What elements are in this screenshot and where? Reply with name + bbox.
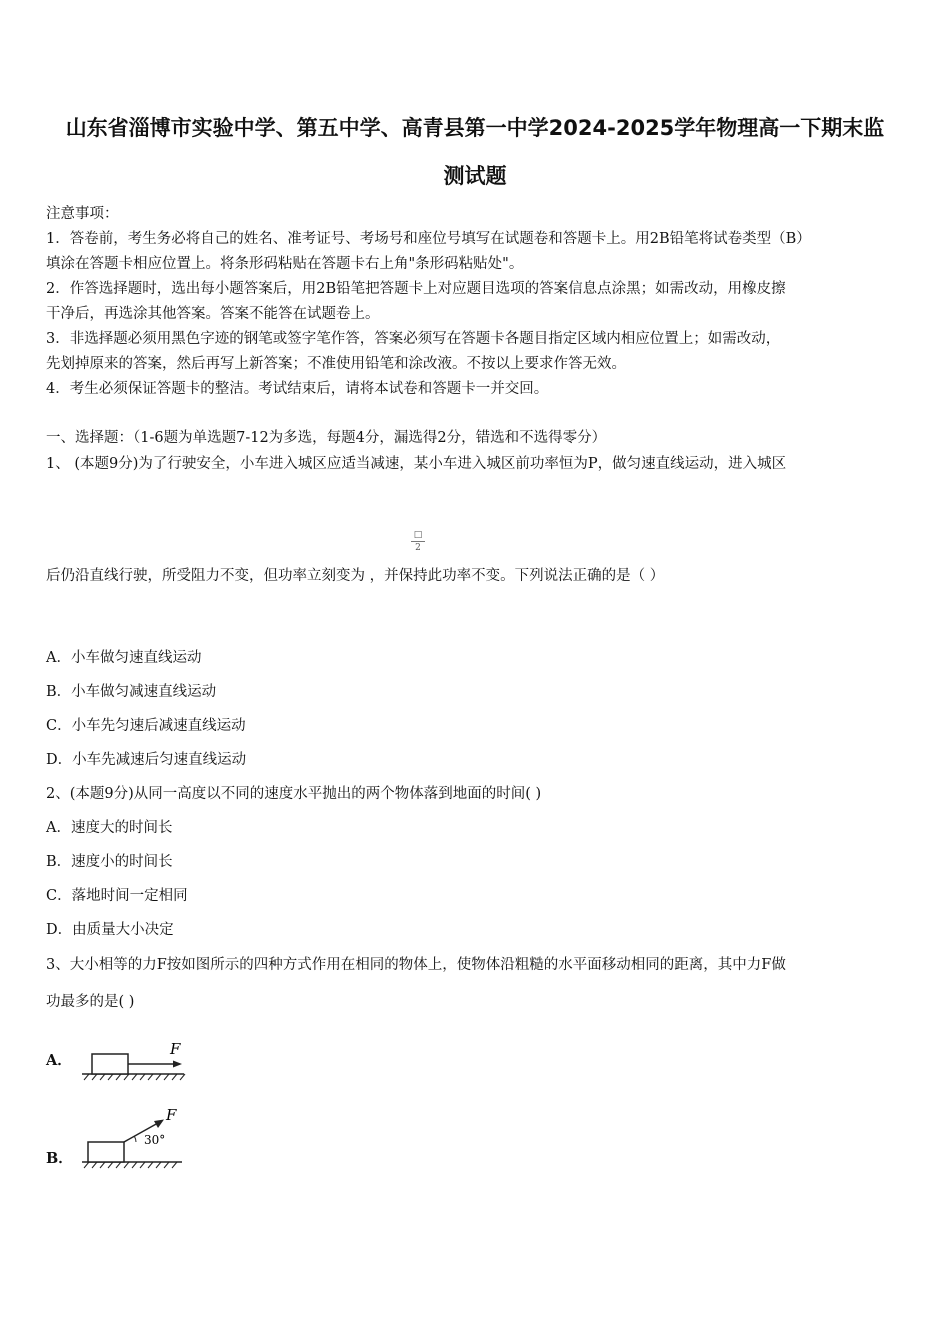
block	[88, 1142, 124, 1162]
q3-figure-b	[78, 1108, 190, 1172]
force-label: F	[170, 1040, 181, 1058]
q2-option-b: B．速度小的时间长	[46, 854, 173, 870]
ground-hatching	[84, 1162, 177, 1168]
block	[92, 1054, 128, 1074]
ground-hatching	[84, 1074, 185, 1080]
q1-fraction-denominator: 2	[415, 543, 421, 553]
q1-option-a: A．小车做匀速直线运动	[46, 650, 202, 666]
q1-stem-line2: 后仍沿直线行驶，所受阻力不变，但功率立刻变为 ，并保持此功率不变。下列说法正确的是（ ）	[46, 568, 665, 584]
section-heading: 一、选择题：（1-6题为单选题7-12为多选，每题4分，漏选得2分，错选和不选得零分）	[46, 430, 607, 446]
fraction-bar	[411, 541, 425, 542]
notice-line: 2．作答选择题时，选出每小题答案后，用2B铅笔把答题卡上对应题目选项的答案信息点涂黑；如需改动，用橡皮擦	[46, 281, 786, 297]
exam-title-line2: 测试题	[443, 164, 507, 188]
q3-stem-line2: 功最多的是( )	[46, 994, 135, 1010]
q3-option-b-label: B．	[46, 1150, 73, 1167]
notice-line: 4．考生必须保证答题卡的整洁。考试结束后，请将本试卷和答题卡一并交回。	[46, 381, 549, 397]
q1-option-b: B．小车做匀减速直线运动	[46, 684, 217, 700]
notice-line: 3．非选择题必须用黑色字迹的钢笔或签字笔作答，答案必须写在答题卡各题目指定区域内相应位置上；如需改动，	[46, 331, 781, 347]
q1-option-d: D．小车先减速后匀速直线运动	[46, 752, 247, 768]
notice-line: 1．答卷前，考生务必将自己的姓名、准考证号、考场号和座位号填写在试题卷和答题卡上。用2B铅笔将试卷类型（B）	[46, 231, 811, 247]
angle-label: 30°	[144, 1133, 166, 1147]
force-arrow-head	[173, 1061, 182, 1068]
q2-option-d: D．由质量大小决定	[46, 922, 174, 938]
q3-stem-line1: 3、大小相等的力F按如图所示的四种方式作用在相同的物体上，使物体沿粗糙的水平面移动相同的距离，其中力F做	[46, 957, 786, 973]
force-label: F	[166, 1108, 177, 1124]
exam-title-line1: 山东省淄博市实验中学、第五中学、高青县第一中学2024-2025学年物理高一下期末监	[65, 116, 885, 140]
notice-line: 干净后，再选涂其他答案。答案不能答在试题卷上。	[46, 306, 380, 322]
q3-figure-a	[78, 1036, 190, 1084]
q1-option-c: C．小车先匀速后减速直线运动	[46, 718, 246, 734]
notice-line: 填涂在答题卡相应位置上。将条形码粘贴在答题卡右上角"条形码粘贴处"。	[46, 256, 524, 272]
q1-fraction-numerator: □	[413, 530, 423, 540]
q2-stem: 2、(本题9分)从同一高度以不同的速度水平抛出的两个物体落到地面的时间( )	[46, 786, 542, 802]
angle-arc	[135, 1137, 137, 1143]
notice-heading: 注意事项：	[46, 206, 119, 222]
q2-option-c: C．落地时间一定相同	[46, 888, 188, 904]
q2-option-a: A．速度大的时间长	[46, 820, 173, 836]
q3-option-a-label: A．	[46, 1052, 72, 1069]
q1-stem-line1: 1、 (本题9分)为了行驶安全，小车进入城区应适当减速，某小车进入城区前功率恒为P，做匀速直线运动，进入城区	[46, 456, 787, 472]
notice-line: 先划掉原来的答案，然后再写上新答案；不准使用铅笔和涂改液。不按以上要求作答无效。	[46, 356, 626, 372]
q1-fraction	[411, 530, 425, 553]
